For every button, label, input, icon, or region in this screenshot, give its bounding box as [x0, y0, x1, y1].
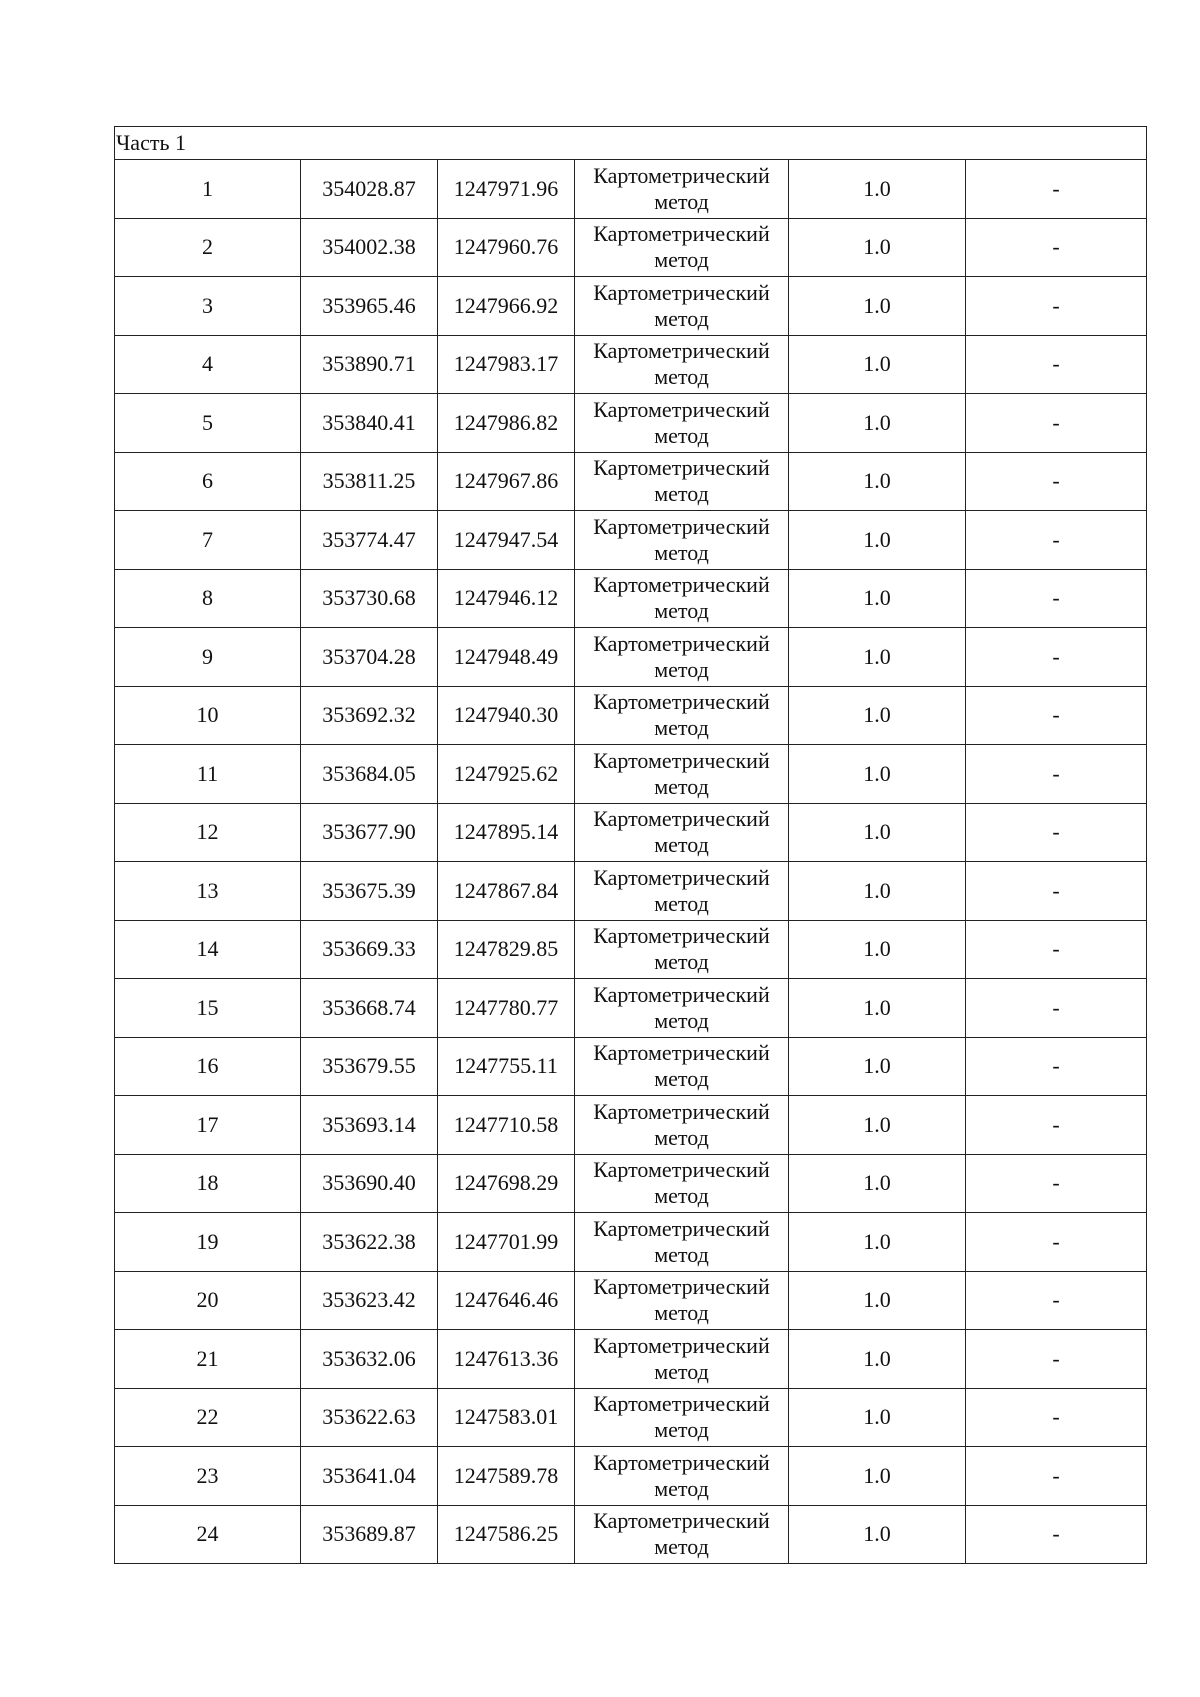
method-line-1: Картометрический [593, 923, 770, 949]
note-cell: - [966, 1271, 1147, 1330]
section-row [115, 127, 1147, 160]
x-coordinate-cell: 353641.04 [301, 1447, 438, 1506]
y-coordinate-cell: 1247589.78 [438, 1447, 575, 1506]
method-cell [575, 1271, 789, 1330]
table-row [115, 160, 1147, 219]
note-cell: - [966, 862, 1147, 921]
method-line-2: метод [654, 1183, 709, 1209]
accuracy-cell: 1.0 [789, 1447, 966, 1506]
note-cell: - [966, 394, 1147, 453]
accuracy-cell: 1.0 [789, 979, 966, 1038]
point-number-cell: 24 [115, 1505, 301, 1564]
table-row [115, 277, 1147, 336]
x-coordinate-cell: 353840.41 [301, 394, 438, 453]
method-line-2: метод [654, 1066, 709, 1092]
method-cell [575, 1096, 789, 1155]
note-cell: - [966, 1388, 1147, 1447]
table-row [115, 979, 1147, 1038]
method-line-1: Картометрический [593, 1157, 770, 1183]
method-cell [575, 394, 789, 453]
accuracy-cell: 1.0 [789, 1388, 966, 1447]
accuracy-cell: 1.0 [789, 1096, 966, 1155]
table-row [115, 686, 1147, 745]
table-row [115, 335, 1147, 394]
method-line-2: метод [654, 1300, 709, 1326]
method-cell [575, 686, 789, 745]
accuracy-cell: 1.0 [789, 1213, 966, 1272]
method-cell [575, 920, 789, 979]
method-cell [575, 862, 789, 921]
method-cell [575, 452, 789, 511]
y-coordinate-cell: 1247895.14 [438, 803, 575, 862]
point-number-cell: 13 [115, 862, 301, 921]
method-line-1: Картометрический [593, 1215, 770, 1241]
accuracy-cell: 1.0 [789, 803, 966, 862]
method-cell [575, 1213, 789, 1272]
x-coordinate-cell: 353623.42 [301, 1271, 438, 1330]
note-cell: - [966, 569, 1147, 628]
note-cell: - [966, 920, 1147, 979]
accuracy-cell: 1.0 [789, 1330, 966, 1389]
method-line-1: Картометрический [593, 1508, 770, 1534]
y-coordinate-cell: 1247925.62 [438, 745, 575, 804]
accuracy-cell: 1.0 [789, 452, 966, 511]
note-cell: - [966, 452, 1147, 511]
table-row [115, 628, 1147, 687]
method-line-2: метод [654, 1358, 709, 1384]
point-number-cell: 10 [115, 686, 301, 745]
x-coordinate-cell: 353675.39 [301, 862, 438, 921]
method-line-1: Картометрический [593, 864, 770, 890]
y-coordinate-cell: 1247755.11 [438, 1037, 575, 1096]
note-cell: - [966, 277, 1147, 336]
x-coordinate-cell: 353811.25 [301, 452, 438, 511]
method-line-2: метод [654, 188, 709, 214]
table-row [115, 1505, 1147, 1564]
point-number-cell: 18 [115, 1154, 301, 1213]
method-line-1: Картометрический [593, 221, 770, 247]
y-coordinate-cell: 1247701.99 [438, 1213, 575, 1272]
point-number-cell: 4 [115, 335, 301, 394]
table-body [115, 127, 1147, 1564]
x-coordinate-cell: 353965.46 [301, 277, 438, 336]
x-coordinate-cell: 354002.38 [301, 218, 438, 277]
accuracy-cell: 1.0 [789, 628, 966, 687]
method-line-2: метод [654, 656, 709, 682]
point-number-cell: 19 [115, 1213, 301, 1272]
method-cell [575, 277, 789, 336]
x-coordinate-cell: 353622.38 [301, 1213, 438, 1272]
method-line-2: метод [654, 364, 709, 390]
x-coordinate-cell: 353730.68 [301, 569, 438, 628]
accuracy-cell: 1.0 [789, 745, 966, 804]
table-row [115, 1330, 1147, 1389]
y-coordinate-cell: 1247971.96 [438, 160, 575, 219]
note-cell: - [966, 745, 1147, 804]
x-coordinate-cell: 353704.28 [301, 628, 438, 687]
point-number-cell: 2 [115, 218, 301, 277]
x-coordinate-cell: 353669.33 [301, 920, 438, 979]
y-coordinate-cell: 1247986.82 [438, 394, 575, 453]
method-cell [575, 1505, 789, 1564]
note-cell: - [966, 160, 1147, 219]
method-cell [575, 1388, 789, 1447]
point-number-cell: 15 [115, 979, 301, 1038]
method-line-2: метод [654, 1417, 709, 1443]
note-cell: - [966, 803, 1147, 862]
note-cell: - [966, 1505, 1147, 1564]
y-coordinate-cell: 1247586.25 [438, 1505, 575, 1564]
y-coordinate-cell: 1247967.86 [438, 452, 575, 511]
y-coordinate-cell: 1247829.85 [438, 920, 575, 979]
method-cell [575, 218, 789, 277]
y-coordinate-cell: 1247983.17 [438, 335, 575, 394]
point-number-cell: 7 [115, 511, 301, 570]
y-coordinate-cell: 1247867.84 [438, 862, 575, 921]
table-row [115, 920, 1147, 979]
note-cell: - [966, 335, 1147, 394]
method-line-2: метод [654, 422, 709, 448]
accuracy-cell: 1.0 [789, 569, 966, 628]
accuracy-cell: 1.0 [789, 511, 966, 570]
method-line-1: Картометрический [593, 689, 770, 715]
note-cell: - [966, 686, 1147, 745]
method-line-2: метод [654, 1475, 709, 1501]
method-cell [575, 979, 789, 1038]
y-coordinate-cell: 1247583.01 [438, 1388, 575, 1447]
table-row [115, 1096, 1147, 1155]
method-cell [575, 1037, 789, 1096]
point-number-cell: 6 [115, 452, 301, 511]
point-number-cell: 5 [115, 394, 301, 453]
table-row [115, 1154, 1147, 1213]
point-number-cell: 22 [115, 1388, 301, 1447]
method-line-2: метод [654, 949, 709, 975]
table-row [115, 218, 1147, 277]
note-cell: - [966, 1213, 1147, 1272]
method-line-1: Картометрический [593, 572, 770, 598]
method-line-2: метод [654, 715, 709, 741]
method-line-1: Картометрический [593, 1274, 770, 1300]
method-line-2: метод [654, 1241, 709, 1267]
point-number-cell: 17 [115, 1096, 301, 1155]
method-line-1: Картометрический [593, 1332, 770, 1358]
method-cell [575, 803, 789, 862]
x-coordinate-cell: 354028.87 [301, 160, 438, 219]
table-row [115, 1447, 1147, 1506]
x-coordinate-cell: 353684.05 [301, 745, 438, 804]
accuracy-cell: 1.0 [789, 218, 966, 277]
y-coordinate-cell: 1247613.36 [438, 1330, 575, 1389]
table-row [115, 569, 1147, 628]
point-number-cell: 20 [115, 1271, 301, 1330]
method-line-2: метод [654, 247, 709, 273]
note-cell: - [966, 511, 1147, 570]
x-coordinate-cell: 353689.87 [301, 1505, 438, 1564]
x-coordinate-cell: 353890.71 [301, 335, 438, 394]
accuracy-cell: 1.0 [789, 277, 966, 336]
method-line-2: метод [654, 1007, 709, 1033]
point-number-cell: 21 [115, 1330, 301, 1389]
method-cell [575, 511, 789, 570]
x-coordinate-cell: 353677.90 [301, 803, 438, 862]
method-line-2: метод [654, 598, 709, 624]
method-cell [575, 1154, 789, 1213]
x-coordinate-cell: 353632.06 [301, 1330, 438, 1389]
method-line-2: метод [654, 1534, 709, 1560]
point-number-cell: 16 [115, 1037, 301, 1096]
table-row [115, 745, 1147, 804]
table-row [115, 1037, 1147, 1096]
method-line-1: Картометрический [593, 1449, 770, 1475]
coordinates-table [114, 126, 1147, 1564]
y-coordinate-cell: 1247946.12 [438, 569, 575, 628]
y-coordinate-cell: 1247646.46 [438, 1271, 575, 1330]
accuracy-cell: 1.0 [789, 1037, 966, 1096]
y-coordinate-cell: 1247966.92 [438, 277, 575, 336]
method-line-1: Картометрический [593, 630, 770, 656]
method-line-1: Картометрический [593, 279, 770, 305]
y-coordinate-cell: 1247948.49 [438, 628, 575, 687]
method-line-2: метод [654, 890, 709, 916]
x-coordinate-cell: 353774.47 [301, 511, 438, 570]
y-coordinate-cell: 1247698.29 [438, 1154, 575, 1213]
method-line-2: метод [654, 1124, 709, 1150]
y-coordinate-cell: 1247710.58 [438, 1096, 575, 1155]
accuracy-cell: 1.0 [789, 920, 966, 979]
note-cell: - [966, 1330, 1147, 1389]
accuracy-cell: 1.0 [789, 335, 966, 394]
point-number-cell: 11 [115, 745, 301, 804]
table-row [115, 511, 1147, 570]
table-row [115, 862, 1147, 921]
method-line-1: Картометрический [593, 513, 770, 539]
y-coordinate-cell: 1247947.54 [438, 511, 575, 570]
point-number-cell: 23 [115, 1447, 301, 1506]
method-line-1: Картометрический [593, 806, 770, 832]
table-row [115, 452, 1147, 511]
note-cell: - [966, 1037, 1147, 1096]
method-cell [575, 628, 789, 687]
x-coordinate-cell: 353679.55 [301, 1037, 438, 1096]
method-line-2: метод [654, 305, 709, 331]
x-coordinate-cell: 353693.14 [301, 1096, 438, 1155]
point-number-cell: 1 [115, 160, 301, 219]
accuracy-cell: 1.0 [789, 686, 966, 745]
method-line-1: Картометрический [593, 162, 770, 188]
x-coordinate-cell: 353622.63 [301, 1388, 438, 1447]
point-number-cell: 12 [115, 803, 301, 862]
method-line-2: метод [654, 773, 709, 799]
point-number-cell: 14 [115, 920, 301, 979]
method-line-1: Картометрический [593, 1391, 770, 1417]
point-number-cell: 3 [115, 277, 301, 336]
point-number-cell: 9 [115, 628, 301, 687]
section-label: Часть 1 [115, 127, 1147, 160]
table-row [115, 1388, 1147, 1447]
method-cell [575, 160, 789, 219]
y-coordinate-cell: 1247960.76 [438, 218, 575, 277]
y-coordinate-cell: 1247780.77 [438, 979, 575, 1038]
accuracy-cell: 1.0 [789, 1271, 966, 1330]
method-cell [575, 569, 789, 628]
accuracy-cell: 1.0 [789, 394, 966, 453]
method-line-1: Картометрический [593, 338, 770, 364]
table-row [115, 1271, 1147, 1330]
x-coordinate-cell: 353690.40 [301, 1154, 438, 1213]
y-coordinate-cell: 1247940.30 [438, 686, 575, 745]
note-cell: - [966, 1447, 1147, 1506]
method-line-1: Картометрический [593, 747, 770, 773]
method-line-1: Картометрический [593, 455, 770, 481]
method-line-2: метод [654, 481, 709, 507]
method-cell [575, 745, 789, 804]
method-line-1: Картометрический [593, 396, 770, 422]
method-cell [575, 1330, 789, 1389]
method-cell [575, 335, 789, 394]
method-cell [575, 1447, 789, 1506]
x-coordinate-cell: 353668.74 [301, 979, 438, 1038]
method-line-1: Картометрический [593, 981, 770, 1007]
accuracy-cell: 1.0 [789, 160, 966, 219]
note-cell: - [966, 218, 1147, 277]
method-line-1: Картометрический [593, 1098, 770, 1124]
method-line-2: метод [654, 539, 709, 565]
table-row [115, 394, 1147, 453]
method-line-2: метод [654, 832, 709, 858]
x-coordinate-cell: 353692.32 [301, 686, 438, 745]
method-line-1: Картометрический [593, 1040, 770, 1066]
accuracy-cell: 1.0 [789, 1505, 966, 1564]
accuracy-cell: 1.0 [789, 1154, 966, 1213]
point-number-cell: 8 [115, 569, 301, 628]
table-row [115, 803, 1147, 862]
note-cell: - [966, 1154, 1147, 1213]
note-cell: - [966, 628, 1147, 687]
table-row [115, 1213, 1147, 1272]
note-cell: - [966, 979, 1147, 1038]
note-cell: - [966, 1096, 1147, 1155]
accuracy-cell: 1.0 [789, 862, 966, 921]
